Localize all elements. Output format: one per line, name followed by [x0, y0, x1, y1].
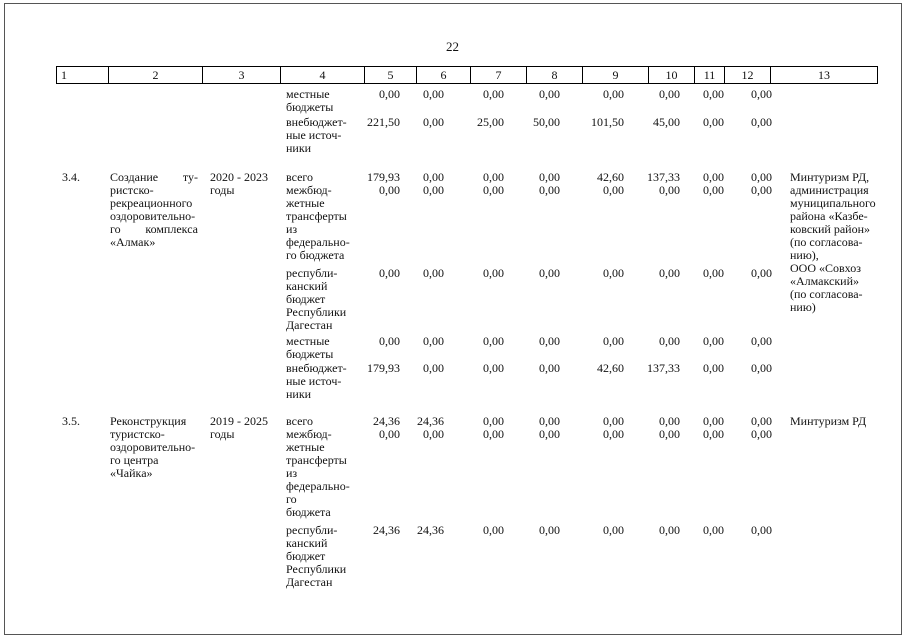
value-cell: 0,00 — [659, 427, 680, 441]
item-number: 3.4. — [62, 170, 80, 184]
value-cell: 0,00 — [423, 183, 444, 197]
item-years: 2019 - 2025 годы — [210, 414, 268, 441]
value-cell: 0,00 — [483, 523, 504, 537]
value-cell: 0,00 — [703, 361, 724, 375]
value-cell: 0,00 — [751, 87, 772, 101]
value-cell: 0,00 — [483, 414, 504, 428]
value-cell: 0,00 — [539, 170, 560, 184]
value-cell: 0,00 — [751, 170, 772, 184]
value-cell: 0,00 — [423, 334, 444, 348]
header-col-11: 11 — [695, 67, 725, 83]
item-name: Реконструкция туристско- оздоровительно- го центра «Чайка» — [110, 414, 196, 480]
page-number: 22 — [446, 39, 459, 54]
value-cell: 0,00 — [539, 361, 560, 375]
header-col-7: 7 — [471, 67, 527, 83]
value-cell: 50,00 — [533, 115, 560, 129]
value-cell: 0,00 — [483, 334, 504, 348]
value-cell: 0,00 — [379, 87, 400, 101]
source-label: республи- канский бюджет Республики Дагестан — [286, 523, 347, 589]
header-col-5: 5 — [365, 67, 417, 83]
value-cell: 137,33 — [647, 361, 680, 375]
value-cell: 221,50 — [367, 115, 400, 129]
item-number: 3.5. — [62, 414, 80, 428]
value-cell: 0,00 — [659, 87, 680, 101]
value-cell: 0,00 — [379, 266, 400, 280]
value-cell: 137,33 — [647, 170, 680, 184]
value-cell: 0,00 — [703, 266, 724, 280]
value-cell: 0,00 — [751, 334, 772, 348]
item-years: 2020 - 2023 годы — [210, 170, 268, 197]
value-cell: 0,00 — [703, 87, 724, 101]
header-col-4: 4 — [281, 67, 365, 83]
value-cell: 0,00 — [423, 427, 444, 441]
value-cell: 0,00 — [423, 361, 444, 375]
source-label: межбюд- жетные трансферты из федерально- го бюджета — [286, 427, 350, 519]
value-cell: 179,93 — [367, 361, 400, 375]
value-cell: 24,36 — [373, 523, 400, 537]
source-label: внебюджет- ные источ- ники — [286, 361, 347, 401]
value-cell: 24,36 — [373, 414, 400, 428]
value-cell: 0,00 — [703, 115, 724, 129]
header-col-8: 8 — [527, 67, 583, 83]
item-responsible: Минтуризм РД — [790, 414, 867, 428]
source-label: всего — [286, 414, 314, 428]
value-cell: 0,00 — [659, 183, 680, 197]
value-cell: 0,00 — [603, 427, 624, 441]
value-cell: 0,00 — [539, 87, 560, 101]
value-cell: 0,00 — [603, 87, 624, 101]
value-cell: 25,00 — [477, 115, 504, 129]
value-cell: 0,00 — [703, 170, 724, 184]
value-cell: 0,00 — [423, 87, 444, 101]
source-label: местные бюджеты — [286, 87, 334, 114]
value-cell: 0,00 — [751, 427, 772, 441]
source-label: межбюд- жетные трансферты из федерально- го бюджета — [286, 183, 350, 262]
value-cell: 0,00 — [423, 170, 444, 184]
value-cell: 45,00 — [653, 115, 680, 129]
value-cell: 42,60 — [597, 170, 624, 184]
source-label: республи- канский бюджет Республики Дагестан — [286, 266, 347, 332]
value-cell: 0,00 — [539, 427, 560, 441]
value-cell: 0,00 — [539, 334, 560, 348]
value-cell: 101,50 — [591, 115, 624, 129]
value-cell: 0,00 — [751, 414, 772, 428]
value-cell: 0,00 — [703, 427, 724, 441]
value-cell: 0,00 — [539, 523, 560, 537]
value-cell: 0,00 — [603, 334, 624, 348]
value-cell: 0,00 — [659, 414, 680, 428]
value-cell: 0,00 — [423, 115, 444, 129]
header-col-3: 3 — [203, 67, 281, 83]
header-col-13: 13 — [818, 68, 830, 82]
value-cell: 0,00 — [379, 183, 400, 197]
value-cell: 0,00 — [751, 361, 772, 375]
value-cell: 0,00 — [379, 427, 400, 441]
source-label: всего — [286, 170, 314, 184]
value-cell: 0,00 — [703, 334, 724, 348]
header-col-2: 2 — [109, 67, 203, 83]
value-cell: 0,00 — [751, 523, 772, 537]
value-cell: 0,00 — [603, 183, 624, 197]
table-header-row — [56, 66, 878, 84]
value-cell: 0,00 — [483, 170, 504, 184]
value-cell: 0,00 — [751, 115, 772, 129]
value-cell: 0,00 — [603, 414, 624, 428]
value-cell: 0,00 — [659, 266, 680, 280]
value-cell: 0,00 — [539, 266, 560, 280]
value-cell: 0,00 — [483, 87, 504, 101]
value-cell: 0,00 — [751, 266, 772, 280]
value-cell: 0,00 — [659, 523, 680, 537]
header-col-12: 12 — [725, 67, 771, 83]
item-name: Создание ту- ристско- рекреационного оздоровительно- го комплекса «Алмак» — [110, 170, 198, 249]
value-cell: 0,00 — [379, 334, 400, 348]
value-cell: 0,00 — [703, 183, 724, 197]
value-cell: 0,00 — [483, 427, 504, 441]
value-cell: 0,00 — [539, 414, 560, 428]
header-col-6: 6 — [417, 67, 471, 83]
value-cell: 0,00 — [483, 183, 504, 197]
header-col-1: 1 — [57, 67, 109, 83]
value-cell: 0,00 — [703, 523, 724, 537]
value-cell: 0,00 — [603, 266, 624, 280]
value-cell: 24,36 — [417, 414, 444, 428]
value-cell: 0,00 — [751, 183, 772, 197]
item-responsible: Минтуризм РД, администрация муниципального района «Казбе- ковский район» (по согласова- нию), ООО «Совхоз «Алмакский» (по согласова- нию) — [790, 170, 876, 314]
header-col-9: 9 — [583, 67, 649, 83]
value-cell: 42,60 — [597, 361, 624, 375]
value-cell: 0,00 — [483, 361, 504, 375]
value-cell: 24,36 — [417, 523, 444, 537]
value-cell: 0,00 — [659, 334, 680, 348]
source-label: местные бюджеты — [286, 334, 334, 361]
value-cell: 0,00 — [603, 523, 624, 537]
source-label: внебюджет- ные источ- ники — [286, 115, 347, 155]
value-cell: 0,00 — [539, 183, 560, 197]
value-cell: 0,00 — [423, 266, 444, 280]
header-col-10: 10 — [649, 67, 695, 83]
value-cell: 0,00 — [703, 414, 724, 428]
value-cell: 179,93 — [367, 170, 400, 184]
value-cell: 0,00 — [483, 266, 504, 280]
